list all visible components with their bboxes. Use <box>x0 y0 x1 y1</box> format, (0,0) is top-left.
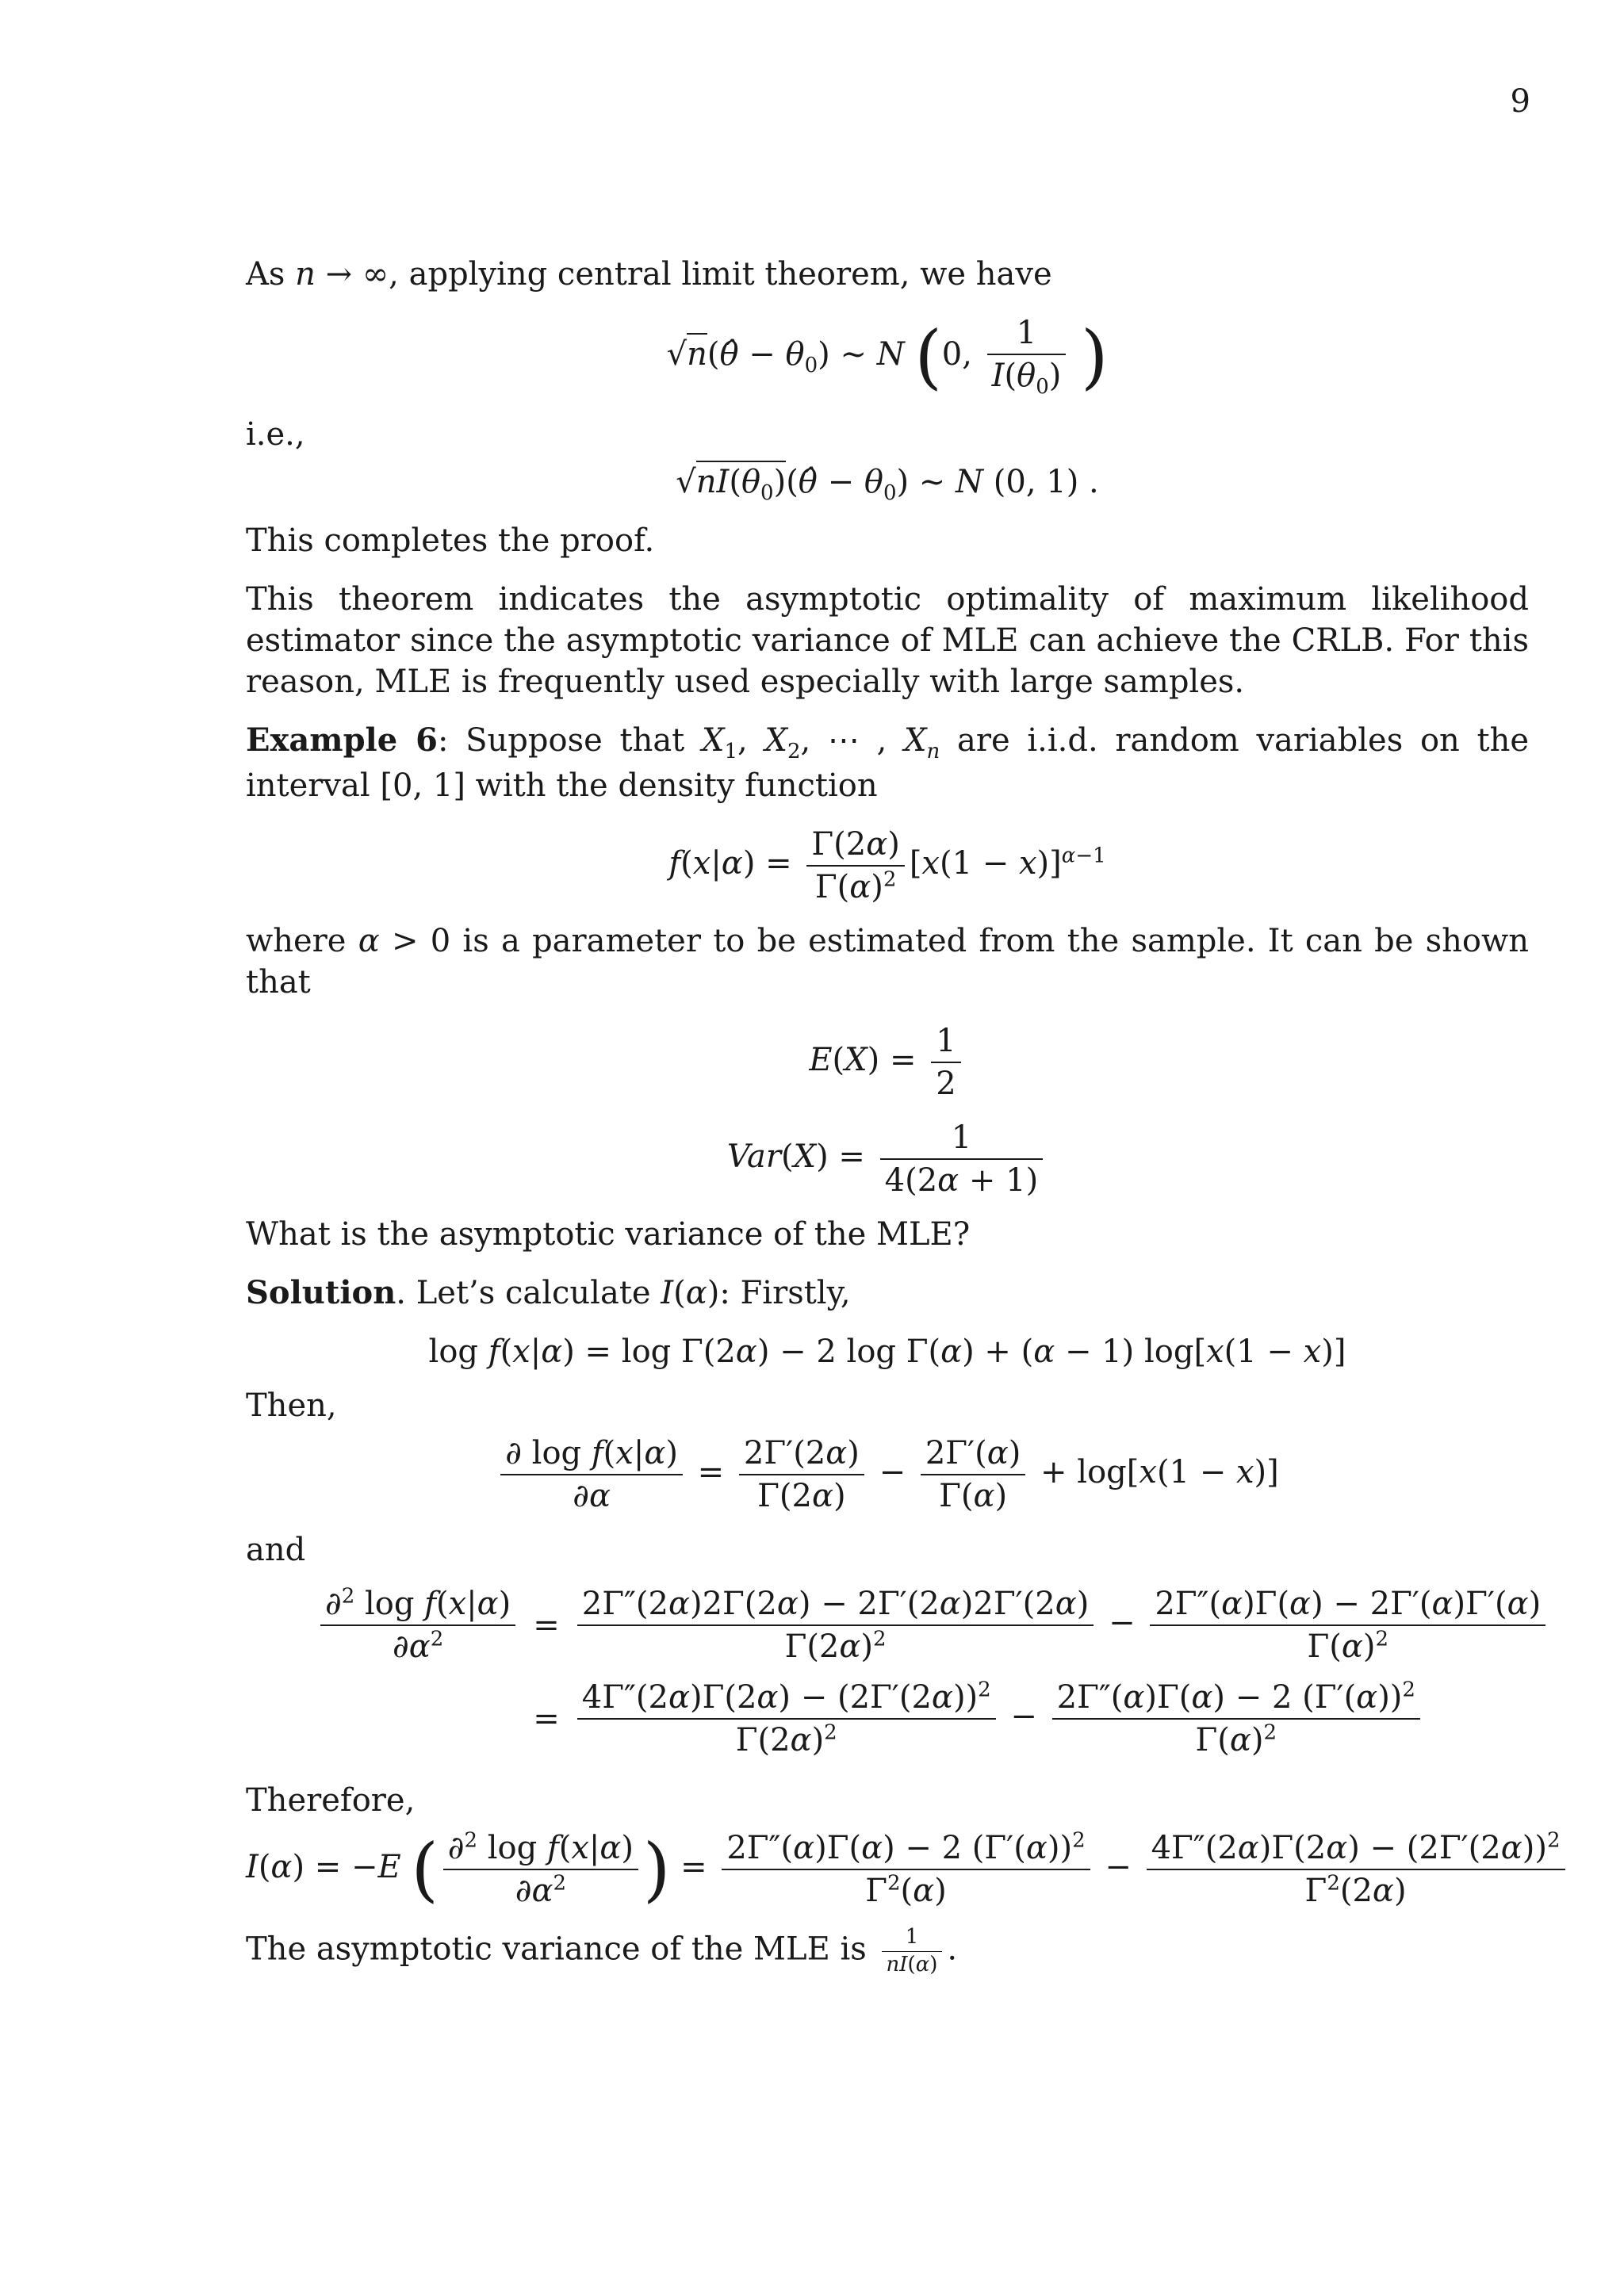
then-label: Then, <box>246 1387 337 1425</box>
paragraph-clt: As n → ∞, applying central limit theorem, we have <box>246 256 1052 293</box>
and-label: and <box>246 1532 306 1569</box>
equation-second-derivative: $\frac{\partial^2 \log f(x|\alpha)}{\partial\alpha^2}$ = $\frac{2\Gamma''(2\alpha)2\Gamma(2\alpha) - 2\Gamma'(2\alpha)2\Gamma'(2\alpha)}{\Gamma(2\alpha)^2}$ − $\frac{2\Gamma''(\alpha)\Gamma(\alpha) - 2\Gamma'(\alpha)\Gamma'(\alpha)}{\Gamma(\alpha)^2}$ = $\frac{4\Gamma''(2\alpha)\Gamma(2\alpha) - (2\Gamma'(2\alpha))^2}{\Gamma(2\alpha)^2}$ − $\frac{2\Gamma''(\alpha)\Gamma(\alpha) - 2 (\Gamma'(\alpha))^2}{\Gamma(\alpha)^2}$ <box>309 1578 1557 1766</box>
equation-clt: √n(θ̂ − $\theta_0$) ∼ N (0, $\frac{1}{I(\theta_0)}$ ) <box>246 312 1529 401</box>
equation-density: f(x|α) = $\frac{\Gamma(2\alpha)}{\Gamma(\alpha)^2}$ $[x(1 - x)]^{\alpha-1}$ <box>246 824 1529 908</box>
therefore-label: Therefore, <box>246 1782 416 1820</box>
paragraph-where: where α > 0 is a parameter to be estimated from the sample. It can be shown that <box>246 923 1530 1001</box>
paragraph-example: Example 6: Suppose that $X_1$, $X_2$, ⋯ , $X_n$ are i.i.d. random variables on the interval [0, 1] with the density function <box>246 721 1530 805</box>
equation-mean: E(X) = $\frac{1}{2}$ <box>246 1020 1529 1104</box>
equation-first-derivative: $\frac{\text{∂ log f(x|α)}}{\partial\alpha}$ = $\frac{2\Gamma'(2\alpha)}{\Gamma(2\alpha)}$ − $\frac{2\Gamma'(\alpha)}{\Gamma(\alpha)}$ + log[x(1 − x)] <box>246 1433 1529 1517</box>
paragraph-optimality: This theorem indicates the asymptotic optimality of maximum likelihood estimator since the asymptotic variance of MLE can achieve the CRLB. For this reason, MLE is frequently used especially with large samples. <box>246 580 1529 700</box>
equation-variance: Var(X) = $\frac{1}{4(2\alpha + 1)}$ <box>246 1117 1529 1201</box>
paragraph-final: The asymptotic variance of the MLE is $\frac{1}{nI(\alpha)}$ . <box>246 1925 958 1977</box>
question: What is the asymptotic variance of the MLE? <box>246 1216 971 1253</box>
equation-log-density: log f(x|α) = log Γ(2α) − 2 log Γ(α) + (α − 1) log[x(1 − x)] <box>428 1334 1346 1371</box>
equation-fisher-information: I(α) = −E ( $\frac{\partial^2 \log f(x|\alpha)}{\partial\alpha^2}$ ) = $\frac{2\Gamma''(\alpha)\Gamma(\alpha) - 2 (\Gamma'(\alpha))^2}{\Gamma^2(\alpha)}$ − $\frac{4\Gamma''(2\alpha)\Gamma(2\alpha) - (2\Gamma'(2\alpha))^2}{\Gamma^2(2\alpha)}$ <box>246 1827 1529 1911</box>
equation-normalized: $√nI(\theta_0)(\thetâ - \theta_0)$ ∼ N (0, 1) . <box>246 461 1529 507</box>
paragraph-solution: Solution. Let’s calculate I(α): Firstly, <box>246 1274 851 1312</box>
page-number: 9 <box>1510 83 1530 120</box>
page-content <box>246 254 1561 1996</box>
ie-label: i.e., <box>246 415 305 453</box>
proof-complete: This completes the proof. <box>246 522 655 559</box>
